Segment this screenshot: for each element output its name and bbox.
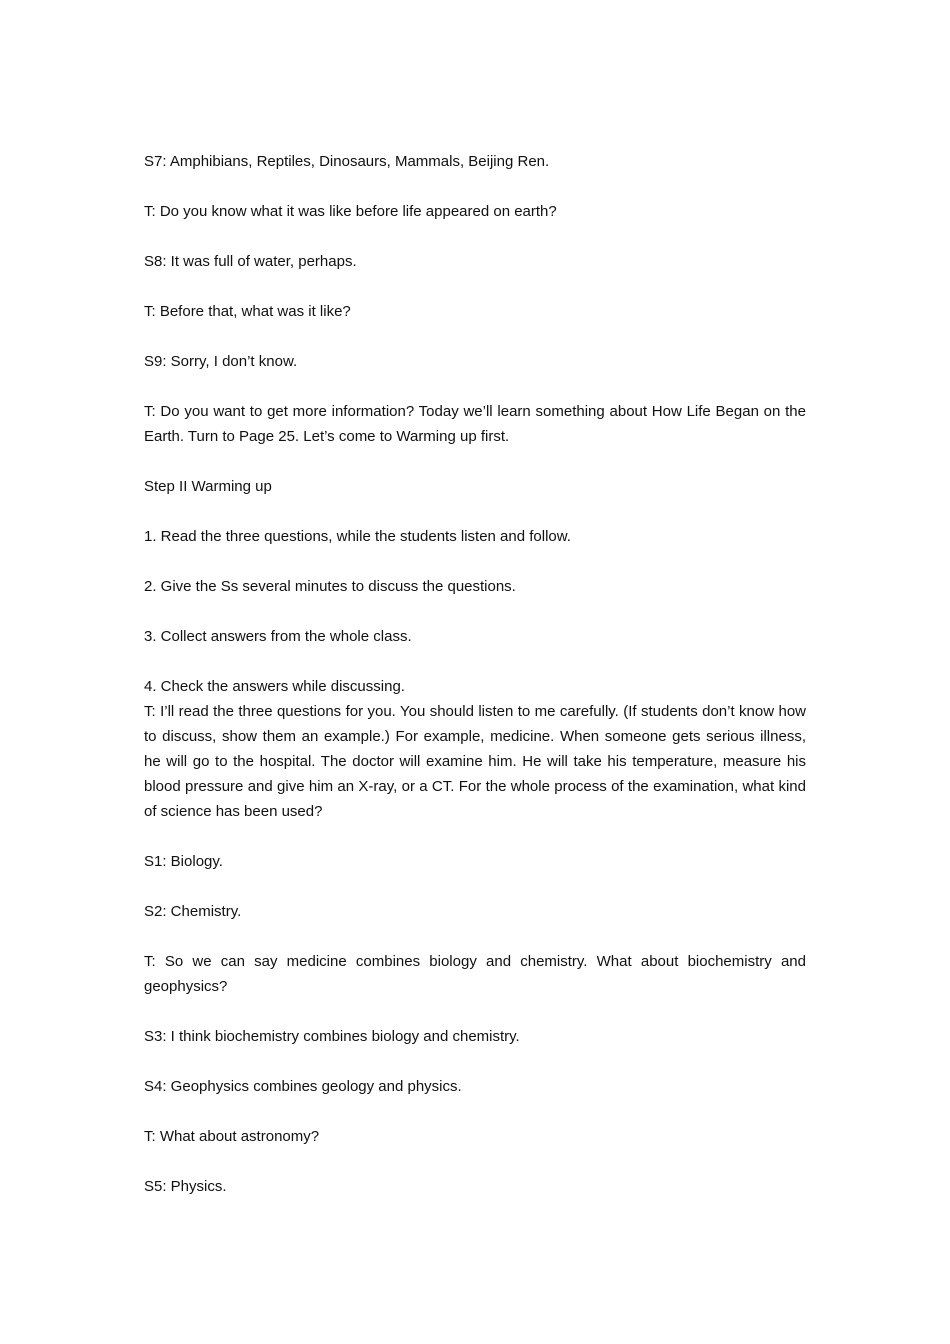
section-heading-step-ii: Step II Warming up [144, 478, 272, 495]
procedure-step-3: 3. Collect answers from the whole class. [144, 628, 412, 645]
dialogue-line-s9: S9: Sorry, I don’t know. [144, 353, 298, 370]
dialogue-line-s8: S8: It was full of water, perhaps. [144, 253, 357, 270]
dialogue-line-teacher: T: Do you know what it was like before life appeared on earth? [144, 203, 557, 220]
dialogue-line-teacher: T: Do you want to get more information? Today we’ll learn something about How Life Began on the Earth. Turn to Page 25. Let’s come to Warming up first. [144, 403, 806, 445]
procedure-step-1: 1. Read the three questions, while the students listen and follow. [144, 528, 571, 545]
dialogue-line-teacher: T: Before that, what was it like? [144, 303, 351, 320]
procedure-step-4: 4. Check the answers while discussing. [144, 678, 405, 695]
dialogue-line-s2: S2: Chemistry. [144, 903, 242, 920]
dialogue-line-s4: S4: Geophysics combines geology and physics. [144, 1078, 462, 1095]
dialogue-line-s7: S7: Amphibians, Reptiles, Dinosaurs, Mammals, Beijing Ren. [144, 153, 550, 170]
dialogue-line-s1: S1: Biology. [144, 853, 223, 870]
dialogue-line-s5: S5: Physics. [144, 1178, 227, 1195]
dialogue-line-teacher: T: I’ll read the three questions for you. You should listen to me carefully. (If students don’t know how to discuss, show them an example.) For example, medicine. When someone gets serious illness, he will go to the hospital. The doctor will examine him. He will take his temperature, measure his blood pressure and give him an X-ray, or a CT. For the whole process of the examination, what kind of science has been used? [144, 703, 806, 820]
document-body [144, 149, 806, 1224]
procedure-step-2: 2. Give the Ss several minutes to discuss the questions. [144, 578, 516, 595]
dialogue-line-teacher: T: So we can say medicine combines biology and chemistry. What about biochemistry and geophysics? [144, 953, 806, 995]
dialogue-line-teacher: T: What about astronomy? [144, 1128, 320, 1145]
dialogue-line-s3: S3: I think biochemistry combines biology and chemistry. [144, 1028, 520, 1045]
